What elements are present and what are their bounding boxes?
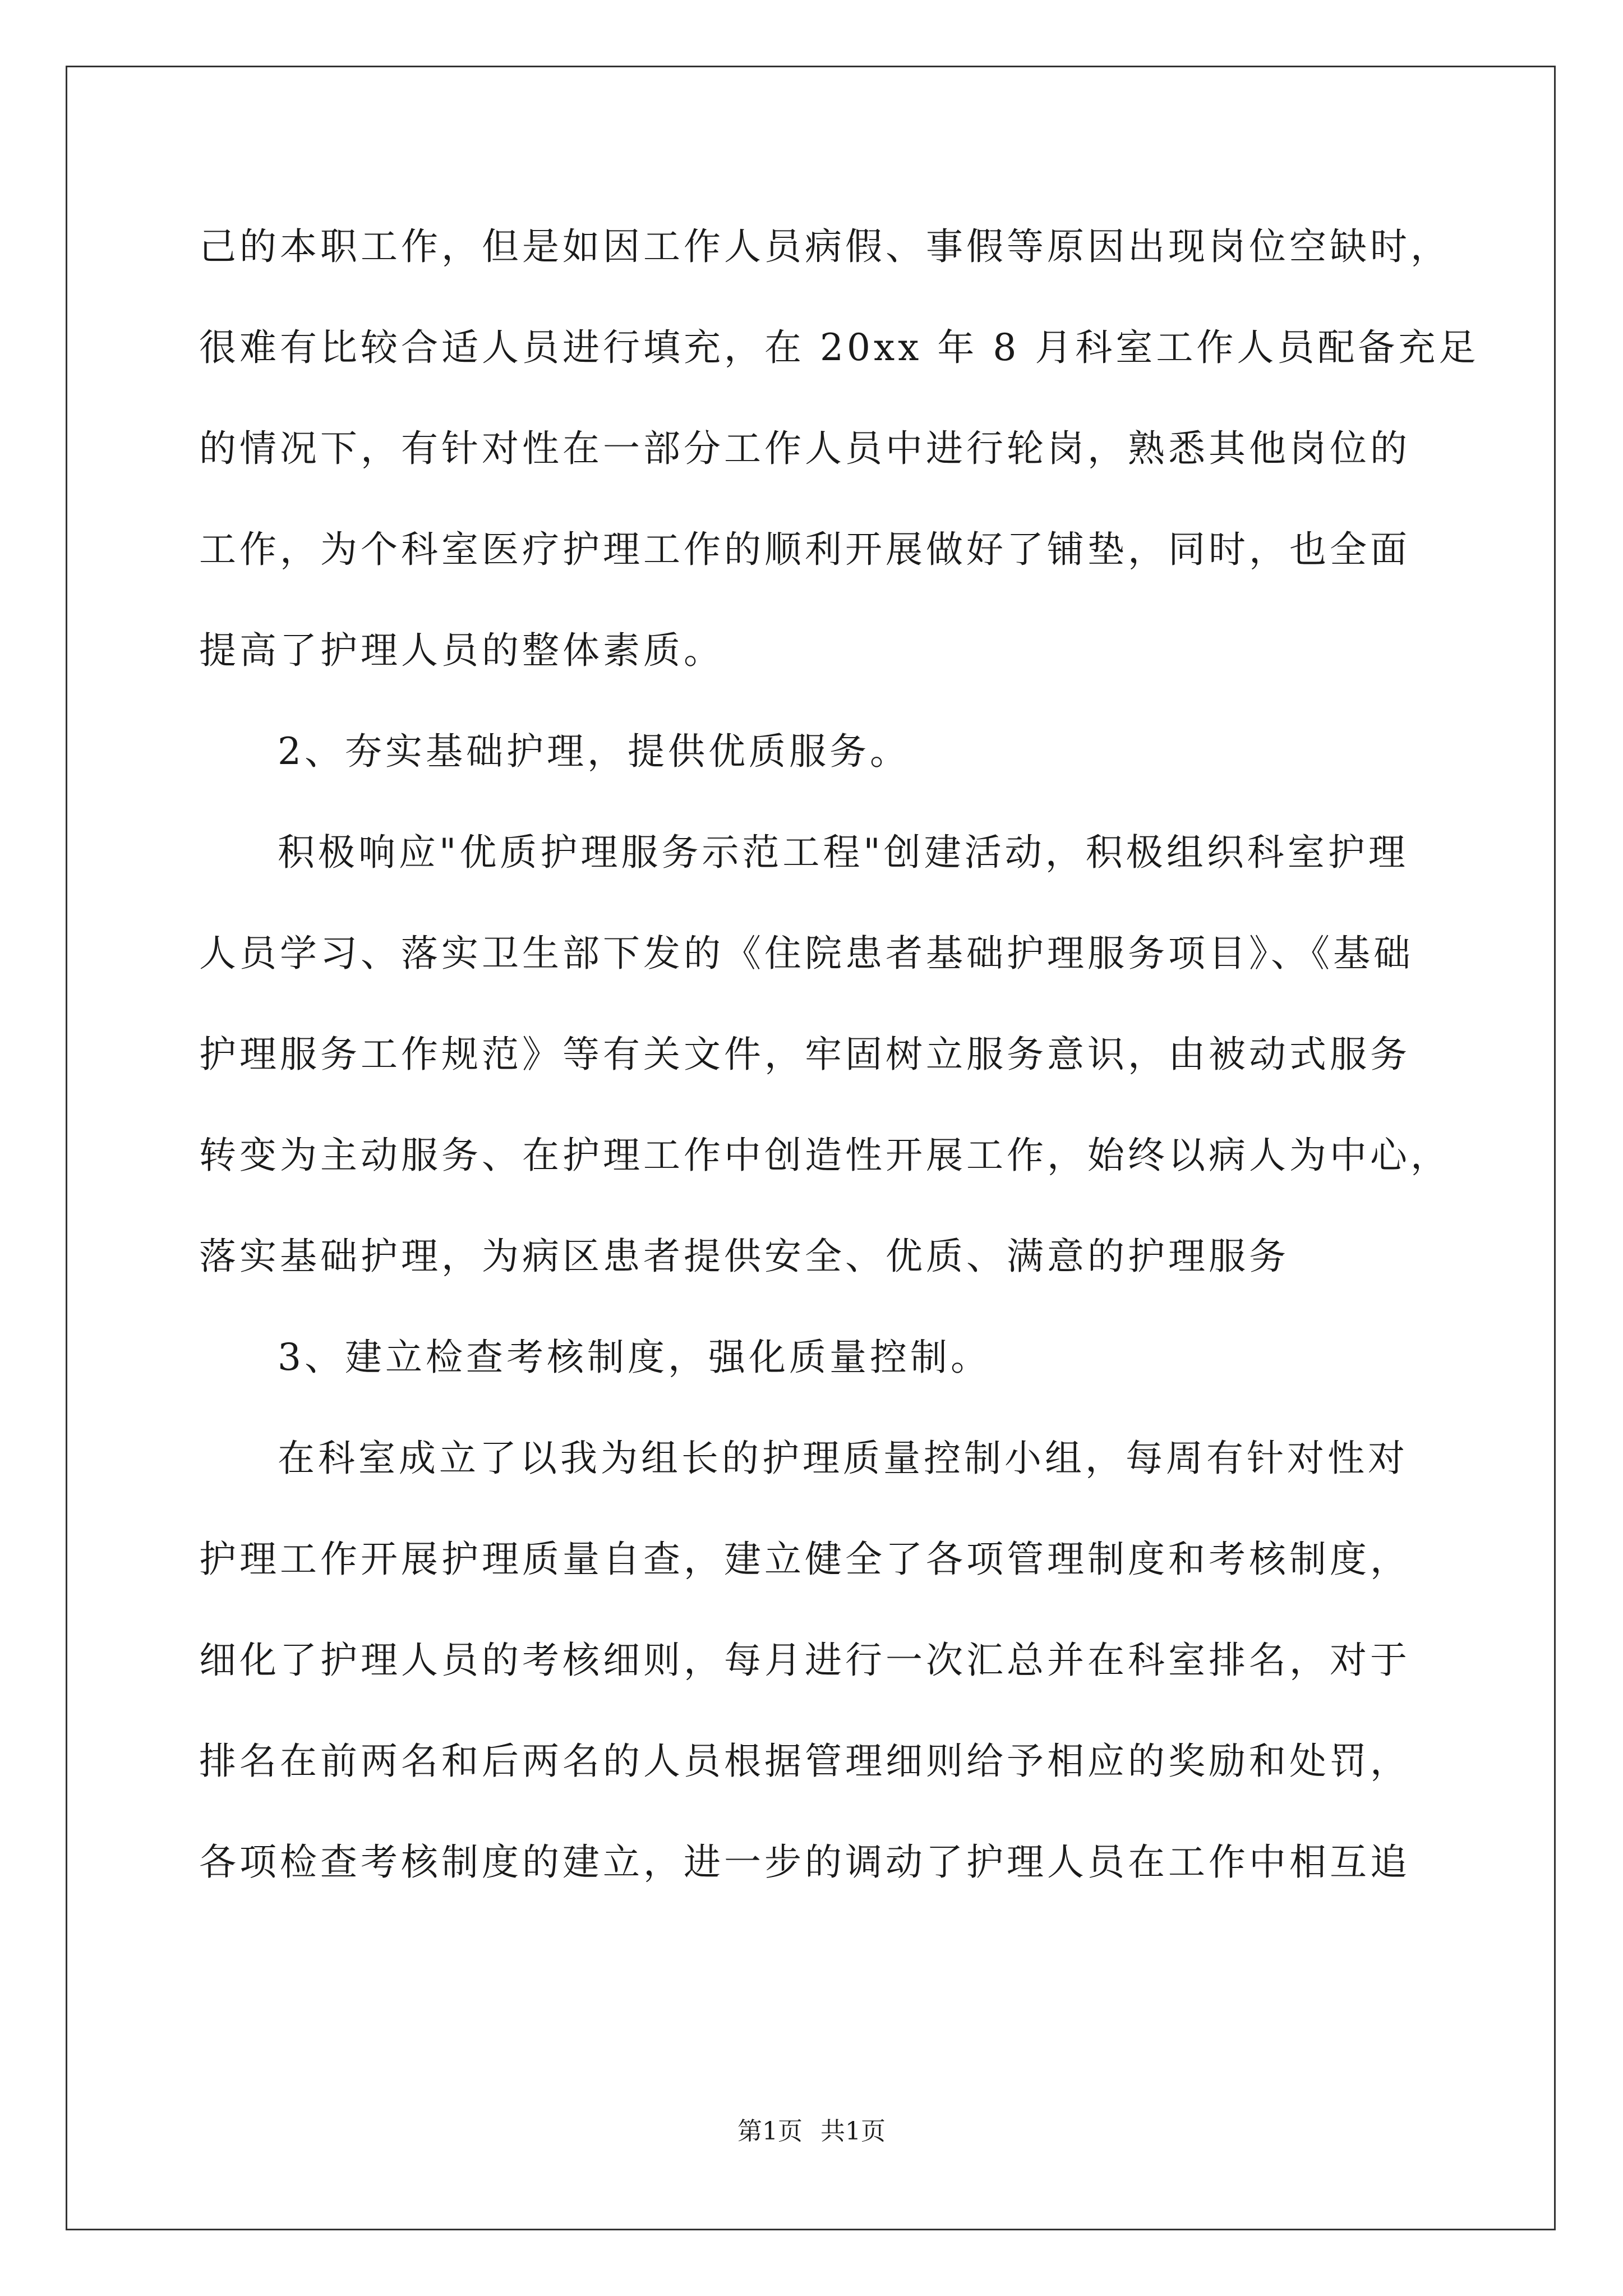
page-footer	[0, 2115, 1623, 2148]
paragraph-line: 的情况下，有针对性在一部分工作人员中进行轮岗，熟悉其他岗位的	[199, 427, 1410, 470]
page-number: 第1页	[737, 2117, 803, 2146]
section-heading: 2、夯实基础护理，提供优质服务。	[278, 730, 910, 773]
paragraph-line: 积极响应"优质护理服务示范工程"创建活动，积极组织科室护理	[278, 831, 1409, 874]
paragraph-line: 落实基础护理，为病区患者提供安全、优质、满意的护理服务	[199, 1235, 1289, 1278]
section-heading: 3、建立检查考核制度，强化质量控制。	[278, 1336, 991, 1379]
paragraph-line: 各项检查考核制度的建立，进一步的调动了护理人员在工作中相互追	[199, 1841, 1410, 1884]
paragraph-line: 在科室成立了以我为组长的护理质量控制小组，每周有针对性对	[278, 1437, 1408, 1480]
paragraph-line: 人员学习、落实卫生部下发的《住院患者基础护理服务项目》、《基础	[199, 932, 1414, 975]
paragraph-line: 己的本职工作，但是如因工作人员病假、事假等原因出现岗位空缺时，	[199, 225, 1451, 268]
paragraph-line: 转变为主动服务、在护理工作中创造性开展工作，始终以病人为中心，	[199, 1134, 1451, 1177]
paragraph-line: 护理工作开展护理质量自查，建立健全了各项管理制度和考核制度，	[199, 1538, 1410, 1581]
paragraph-line: 提高了护理人员的整体素质。	[199, 629, 724, 672]
page-total: 共1页	[820, 2117, 886, 2146]
paragraph-line: 护理服务工作规范》等有关文件，牢固树立服务意识，由被动式服务	[199, 1033, 1410, 1076]
paragraph-line: 排名在前两名和后两名的人员根据管理细则给予相应的奖励和处罚，	[199, 1740, 1410, 1783]
paragraph-line: 工作，为个科室医疗护理工作的顺利开展做好了铺垫，同时，也全面	[199, 528, 1410, 571]
paragraph-line: 很难有比较合适人员进行填充，在 20xx 年 8 月科室工作人员配备充足	[199, 326, 1479, 369]
paragraph-line: 细化了护理人员的考核细则，每月进行一次汇总并在科室排名，对于	[199, 1639, 1410, 1682]
